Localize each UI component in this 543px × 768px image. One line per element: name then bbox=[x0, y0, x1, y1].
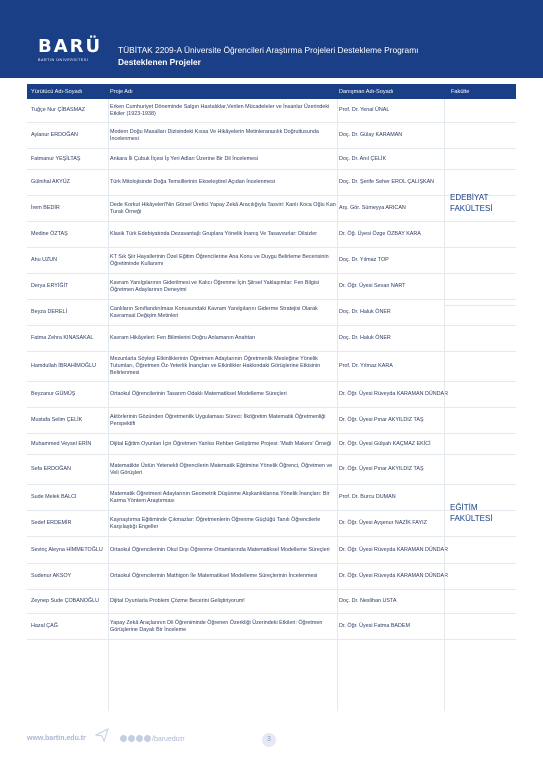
student-name: Derya ERYİĞİT bbox=[31, 283, 69, 289]
advisor-name: Dr. Öğr. Üyesi Sevan NART bbox=[339, 283, 406, 289]
table-row bbox=[27, 537, 516, 564]
project-title: Matematikte Üstün Yetenekli Öğrencilerin Matematik Eğitimine Yönelik Öğrenci, Öğretmen ve Veli Görüşleri bbox=[110, 462, 333, 476]
student-name: Tuğçe Nur ÇİBASMAZ bbox=[31, 107, 86, 113]
project-title: Türk Mitolojisinde Doğa Temsillerinin Ekoeleştirel Açıdan İncelenmesi bbox=[110, 179, 275, 185]
table-row bbox=[27, 170, 516, 196]
advisor-name: Prof. Dr. Burcu DUMAN bbox=[339, 494, 396, 500]
project-title: KT Sık Şiir Hayallerinin Özel Eğitim Öğrencilerine Ana Konu ve Duygu Belirleme Becerisinin Öğretiminde Kullanımı bbox=[110, 253, 329, 267]
logo-text: BARÜ bbox=[38, 36, 103, 57]
project-title: Dijital Eğitim Oyunları İçin Öğretmen Yanlısı Rehber Geliştirme Projesi: 'Math Makers' Örneği bbox=[110, 440, 332, 447]
advisor-name: Doç. Dr. Gülay KARAMAN bbox=[339, 132, 403, 138]
column-header-project: Proje Adı bbox=[110, 89, 133, 95]
student-name: Sude Melek BALCI bbox=[31, 494, 77, 500]
project-title: Canlıların Sınıflandırılması Konusundaki Kavram Yanılgılarını Giderme Stratejisi Olarak Kavramsal Değişim Metinleri bbox=[110, 305, 318, 319]
project-title: Mezunlarla Söyleşi Etkinliklerinin Öğretmen Adaylarının Öğretmenlik Mesleğine Yönelik Tutumları, Öğretmen Öz-Yeterlik İnançları ve Etkinlikler Hakkındaki Görüşlerine Etkisinin Belirlenmesi bbox=[110, 356, 321, 376]
column-header-advisor: Danışman Adı-Soyadı bbox=[339, 89, 394, 95]
paper-plane-icon bbox=[95, 728, 109, 742]
advisor-name: Dr. Öğ. Üyesi Özge ÖZBAY KARA bbox=[339, 231, 421, 237]
column-divider bbox=[108, 99, 109, 711]
facebook-icon bbox=[120, 735, 127, 742]
table-row bbox=[27, 99, 516, 123]
table-row bbox=[27, 326, 516, 352]
student-name: Sedef ERDEMİR bbox=[31, 520, 72, 526]
table-row bbox=[27, 614, 516, 640]
advisor-name: Doç. Dr. Neslihan USTA bbox=[339, 598, 397, 604]
advisor-name: Dr. Öğr. Üyesi Pınar AKYILDIZ TAŞ bbox=[339, 417, 424, 423]
project-title: Dede Korkut Hikâyeleri'Nin Görsel Üretici Yapay Zekâ Aracılığıyla Tasviri: Kanlı Koca Oğlu Kan Turalı Örneği bbox=[110, 201, 336, 215]
project-title: Yapay Zekâ Araçlarının Dil Öğreniminde Öğrenen Özerkliği Üzerindeki Etkileri: Öğretmen Görüşlerine Dayalı Bir İnceleme bbox=[110, 619, 323, 633]
student-name: Hazal ÇAĞ bbox=[31, 623, 58, 629]
student-name: Medine ÖZTAŞ bbox=[31, 231, 68, 237]
social-handles[interactable] bbox=[120, 735, 185, 743]
table-row bbox=[27, 274, 516, 300]
youtube-icon bbox=[144, 735, 151, 742]
document-title: TÜBİTAK 2209-A Üniversite Öğrencileri Araştırma Projeleri Destekleme Programı bbox=[118, 45, 419, 55]
faculty-egitim bbox=[450, 502, 543, 524]
advisor-name: Dr. Öğr. Üyesi Rüveyda KARAMAN DÜNDAR bbox=[339, 573, 449, 579]
faculty-edebiyat bbox=[450, 192, 543, 214]
project-title: Kavram Hikâyeleri: Fen Bilimlerini Doğru Anlamanın Anahtarı bbox=[110, 335, 256, 341]
table-row bbox=[27, 382, 516, 408]
advisor-name: Dr. Öğr. Üyesi Rüveyda KARAMAN DÜNDAR bbox=[339, 391, 449, 397]
project-title: Klasik Türk Edebiyatında Dezavantajlı Gruplara Yönelik İnanış Ve Tasavvurlar: Dilsizler bbox=[110, 231, 318, 237]
student-name: Muhammed Veysel ERİN bbox=[31, 440, 92, 447]
advisor-name: Arş. Gör. Sümeyya ARICAN bbox=[339, 205, 406, 211]
student-name: Fatmanur YEŞİLTAŞ bbox=[31, 155, 81, 162]
project-title: Ortaokul Öğrencilerinin Mathigon İle Matematiksel Modelleme Süreçlerinin İncelenmesi bbox=[110, 573, 318, 579]
student-name: Beyzanur GÜMÜŞ bbox=[31, 391, 76, 397]
advisor-name: Doç. Dr. Haluk ÖNER bbox=[339, 309, 391, 315]
table-row bbox=[27, 149, 516, 170]
advisor-name: Dr. Öğr. Üyesi Rüveyda KARAMAN DÜNDAR bbox=[339, 546, 449, 553]
table-row bbox=[27, 408, 516, 434]
table-header-row bbox=[27, 84, 516, 99]
table-row bbox=[27, 455, 516, 485]
student-name: İrem BEDİR bbox=[31, 205, 60, 211]
student-name: Zeynep Sude ÇOBANOĞLU bbox=[31, 598, 100, 604]
university-logo bbox=[38, 38, 102, 62]
faculty-name-line: FAKÜLTESİ bbox=[450, 204, 493, 213]
table-row bbox=[27, 222, 516, 248]
website-link[interactable]: www.bartin.edu.tr bbox=[27, 735, 86, 742]
social-handle-text: /barueduτr bbox=[152, 736, 185, 743]
page-number: 3 bbox=[262, 733, 276, 747]
advisor-name: Doç. Dr. Haluk ÖNER bbox=[339, 335, 391, 341]
advisor-name: Dr. Öğr. Üyesi Pınar AKYILDIZ TAŞ bbox=[339, 466, 424, 472]
faculty-name-line: FAKÜLTESİ bbox=[450, 514, 493, 523]
table-row bbox=[27, 300, 516, 326]
advisor-name: Dr. Öğr. Üyesi Ayşenur NAZİK FAYIZ bbox=[339, 520, 427, 526]
advisor-name: Doç. Dr. Yılmaz TOP bbox=[339, 257, 389, 263]
table-row bbox=[27, 352, 516, 382]
student-name: Mustafa Selim ÇELİK bbox=[31, 417, 83, 423]
column-header-faculty: Fakülte bbox=[451, 89, 470, 95]
project-title: Aktörlerinin Gözünden Öğretmenlik Uygulaması Süreci: İlköğretim Matematik Öğretmenliği Perspektifi bbox=[110, 413, 326, 427]
student-name: Beyza DERELİ bbox=[31, 309, 67, 315]
project-title: Erken Cumhuriyet Döneminde Salgın Hastalıklar,Verilen Mücadeleler ve İnsanlar Üzerindeki Etkiler (1923-1938) bbox=[110, 103, 330, 117]
advisor-name: Prof. Dr. Yılmaz KARA bbox=[339, 363, 393, 369]
project-title: Ortaokul Öğrencilerinin Okul Dışı Öğrenme Ortamlarında Matematiksel Modelleme Süreçleri bbox=[110, 546, 330, 553]
column-header-student: Yürütücü Adı-Soyadı bbox=[31, 89, 83, 95]
student-name: Fatma Zehra KINASAKAL bbox=[31, 335, 94, 341]
student-name: Hamdullah İBRAHİMOĞLU bbox=[31, 363, 97, 369]
project-title: Matematik Öğretmeni Adaylarının Geometrik Düşünme Alışkanlıklarına Yönelik İnançları: Bir Karma Yöntem Araştırması bbox=[110, 490, 330, 504]
student-name: Sefa ERDOĞAN bbox=[31, 466, 71, 472]
table-row bbox=[27, 564, 516, 590]
table-row bbox=[27, 248, 516, 274]
faculty-separator bbox=[444, 305, 516, 306]
project-title: Kavram Yanılgılarının Giderilmesi ve Kalıcı Öğrenme İçin Şiirsel Yaklaşımlar: Fen Bilgisi Öğretmen Adaylarının Deneyimi bbox=[110, 279, 320, 293]
table-row bbox=[27, 123, 516, 149]
project-title: Ortaokul Öğrencilerinin Tasarım Odaklı Matematiksel Modelleme Süreçleri bbox=[110, 391, 287, 397]
advisor-name: Dr. Öğr. Üyesi Gülşah KAÇMAZ EKİCİ bbox=[339, 440, 431, 447]
table-row bbox=[27, 511, 516, 537]
student-name: Sevinç Aleyna HİMMETOĞLU bbox=[31, 546, 103, 553]
column-divider bbox=[444, 99, 445, 711]
table-body bbox=[27, 99, 516, 640]
advisor-name: Dr. Öğr. Üyesi Fatma BADEM bbox=[339, 623, 410, 629]
advisor-name: Doç. Dr. Şerife Seher EROL ÇALIŞKAN bbox=[339, 179, 435, 185]
project-title: Modern Doğu Masalları Dizisindeki Kıssa Ve Hikâyelerin Metinlerarasılık Doğrultusunda İncelenmesi bbox=[110, 128, 319, 142]
page-header bbox=[0, 0, 543, 78]
table-row bbox=[27, 196, 516, 222]
project-title: Dijital Oyunlarla Problem Çözme Becerini Geliştiriyorum! bbox=[110, 598, 245, 604]
faculty-name-line: EDEBİYAT bbox=[450, 193, 489, 202]
column-divider bbox=[337, 99, 338, 711]
projects-table bbox=[27, 84, 516, 640]
project-title: Ankara İli Çubuk İlçesi İş Yeri Adları Üzerine Bir Dil İncelemesi bbox=[110, 155, 259, 162]
table-row bbox=[27, 434, 516, 455]
faculty-name-line: EĞİTİM bbox=[450, 503, 478, 512]
table-row bbox=[27, 590, 516, 614]
instagram-icon bbox=[136, 735, 143, 742]
advisor-name: Doç. Dr. Anıl ÇELİK bbox=[339, 155, 387, 162]
project-title: Kaynaştırma Eğitiminde Çıkmazlar: Öğretmenlerin Öğrenme Güçlüğü Tanılı Öğrencilerle Karşılaştığı Engeller bbox=[110, 516, 321, 530]
student-name: Gülnihal AKYÜZ bbox=[31, 179, 70, 185]
student-name: Sudenur AKSOY bbox=[31, 573, 72, 579]
logo-subtext: BARTIN ÜNİVERSİTESİ bbox=[38, 58, 89, 62]
twitter-icon bbox=[128, 735, 135, 742]
table-row bbox=[27, 485, 516, 511]
student-name: Ahu UZUN bbox=[31, 257, 58, 263]
student-name: Aylanur ERDOĞAN bbox=[31, 132, 78, 138]
advisor-name: Prof. Dr. Yenal ÜNAL bbox=[339, 107, 390, 113]
document-subtitle: Desteklenen Projeler bbox=[118, 57, 201, 67]
